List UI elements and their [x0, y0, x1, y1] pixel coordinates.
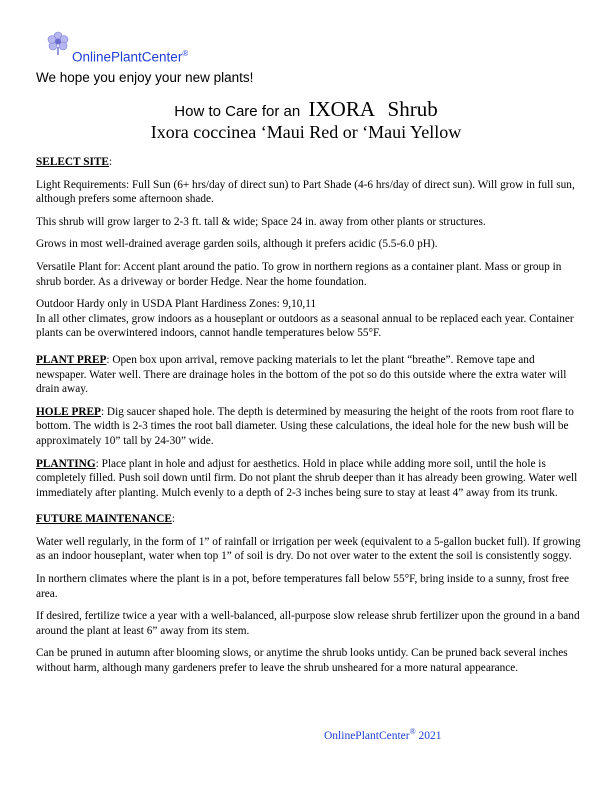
botanical-name: Ixora coccinea ‘Maui Red or ‘Maui Yellow [150, 122, 462, 142]
hole-prep: HOLE PREP: Dig saucer shaped hole. The depth is determined by measuring the height of the roots from root flare to bottom. The width is 2-3 times the root ball diameter. Using these calculations, the ideal hole for the new bush will be approximately 10” tall by 24-30” wide. [36, 405, 574, 447]
registered-mark: ® [182, 49, 189, 58]
soil-requirements: Grows in most well-drained average garden soils, although it prefers acidic (5.5-6.0 pH). [36, 238, 438, 251]
hardiness-zones: Outdoor Hardy only in USDA Plant Hardiness Zones: 9,10,11 In all other climates, grow indoors as a houseplant or outdoors as a seasonal annual to be replaced each year. Container plants can be overwintered indoors, cannot handle temperatures below 55°F. [36, 298, 574, 340]
care-instructions [36, 155, 581, 684]
size-spacing: This shrub will grow larger to 2-3 ft. tall & wide; Space 24 in. away from other plants or structures. [36, 215, 486, 228]
pruning: Can be pruned in autumn after blooming slows, or anytime the shrub looks untidy. Can be pruned back several inches without harm, although many gardeners prefer to leave the shrub unsheared for a more natural appearance. [36, 647, 568, 675]
watering: Water well regularly, in the form of 1” of rainfall or irrigation per week (equivalent to a 5-gallon bucket full). If growing as an indoor houseplant, water when top 1” of soil is dry. Do not over water to the extent the soil is consistently soggy. [36, 535, 581, 563]
page-title: How to Care for an IXORA Shrub [174, 97, 438, 121]
light-requirements: Light Requirements: Full Sun (6+ hrs/day of direct sun) to Part Shade (4-6 hrs/day of direct sun). Will grow in full sun, although prefers some afternoon shade. [36, 178, 575, 206]
fertilizing: If desired, fertilize twice a year with a well-balanced, all-purpose slow release shrub fertilizer upon the ground in a band around the plant at least 6” away from its stem. [36, 610, 580, 637]
versatile-uses: Versatile Plant for: Accent plant around the patio. To grow in northern regions as a container plant. Mass or group in shrub border. As a driveway or border Hedge. Near the home foundation. [36, 260, 562, 288]
planting: PLANTING: Place plant in hole and adjust for aesthetics. Hold in place while adding more soil, until the hole is completely filled. Push soil down until firm. Do not plant the shrub deeper than it has already been growing. Water well immediately after planting. Mulch evenly to a depth of 2-3 inches being sure to stay at least 4” away from its trunk. [36, 457, 578, 499]
select-site-heading: SELECT SITE: [36, 156, 113, 168]
tagline: We hope you enjoy your new plants! [36, 70, 254, 85]
future-maintenance-heading: FUTURE MAINTENANCE: [36, 513, 176, 526]
footer-copyright: OnlinePlantCenter® 2021 [324, 727, 442, 742]
flower-icon [45, 30, 71, 56]
plant-prep: PLANT PREP: Open box upon arrival, remove packing materials to let the plant “breathe”. Remove tape and newspaper. Water well. There are drainage holes in the bottom of the pot so do this outside where the extra water will drain away. [36, 353, 567, 396]
northern-climates: In northern climates where the plant is in a pot, before temperatures fall below 55°F, bring inside to a sunny, frost free area. [36, 573, 570, 600]
brand-name: OnlinePlantCenter® [72, 49, 189, 65]
